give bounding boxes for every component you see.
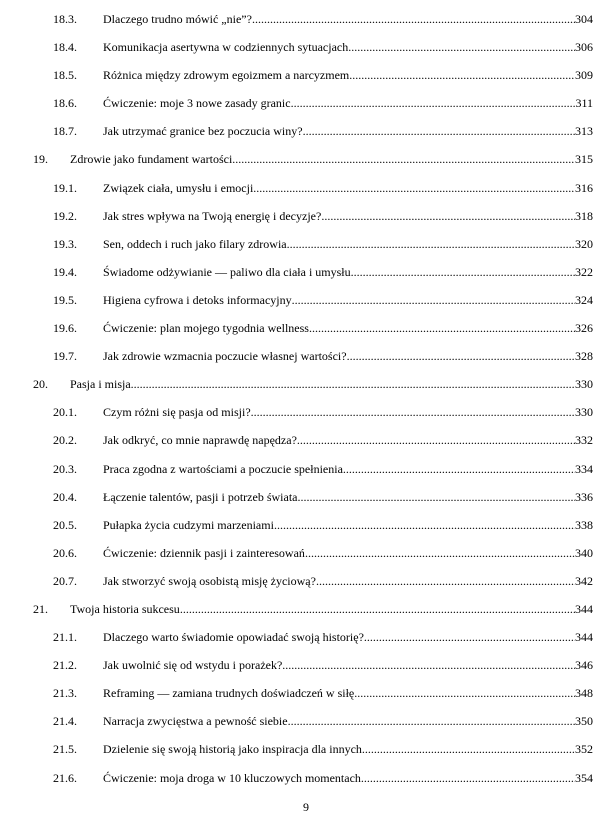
toc-entry bbox=[0, 342, 612, 370]
toc-dot-leader bbox=[251, 398, 575, 426]
footer-page-number: 9 bbox=[303, 799, 309, 814]
toc-entry-title: Zdrowie jako fundament wartości bbox=[70, 152, 233, 167]
toc-entry bbox=[0, 735, 612, 763]
toc-entry bbox=[0, 230, 612, 258]
toc-entry-number: 18.5. bbox=[53, 68, 77, 83]
toc-entry-number: 19. bbox=[33, 152, 48, 167]
toc-dot-leader bbox=[252, 5, 575, 33]
toc-entry-page: 315 bbox=[575, 152, 593, 167]
toc-entry-title: Jak stres wpływa na Twoją energię i decyzje? bbox=[103, 208, 322, 223]
toc-dot-leader bbox=[287, 230, 575, 258]
toc-dot-leader bbox=[316, 567, 575, 595]
toc-entry-page: 324 bbox=[575, 292, 593, 307]
toc-entry-title: Pasja i misja bbox=[70, 377, 131, 392]
toc-entry-title: Świadome odżywianie — paliwo dla ciała i umysłu bbox=[103, 264, 351, 279]
toc-entry-number: 19.5. bbox=[53, 292, 77, 307]
toc-entry-title: Jak utrzymać granice bez poczucia winy? bbox=[103, 124, 303, 139]
toc-entry bbox=[0, 764, 612, 792]
toc-dot-leader bbox=[291, 89, 576, 117]
toc-entry-title: Różnica między zdrowym egoizmem a narcyzmem bbox=[103, 68, 350, 83]
toc-entry-page: 318 bbox=[575, 208, 593, 223]
toc-entry-page: 344 bbox=[575, 601, 593, 616]
toc-entry-number: 18.6. bbox=[53, 96, 77, 111]
toc-entry-page: 330 bbox=[575, 405, 593, 420]
toc-entry bbox=[0, 455, 612, 483]
toc-entry-title: Ćwiczenie: moje 3 nowe zasady granic bbox=[103, 96, 291, 111]
toc-dot-leader bbox=[362, 735, 575, 763]
toc-entry-title: Jak zdrowie wzmacnia poczucie własnej wartości? bbox=[103, 349, 347, 364]
toc-entry bbox=[0, 707, 612, 735]
toc-entry-title: Sen, oddech i ruch jako filary zdrowia bbox=[103, 236, 287, 251]
toc-entry-number: 18.3. bbox=[53, 12, 77, 26]
toc-dot-leader bbox=[361, 764, 575, 792]
toc-dot-leader bbox=[309, 314, 575, 342]
toc-entry-number: 21.3. bbox=[53, 686, 77, 701]
toc-dot-leader bbox=[288, 707, 575, 735]
toc-entry-number: 21.6. bbox=[53, 770, 77, 785]
toc-entry-number: 20.4. bbox=[53, 489, 77, 504]
toc-entry-title: Reframing — zamiana trudnych doświadczeń w siłę bbox=[103, 686, 355, 701]
toc-entry-page: 334 bbox=[575, 461, 593, 476]
toc-dot-leader bbox=[364, 623, 575, 651]
toc-entry-title: Pułapka życia cudzymi marzeniami bbox=[103, 517, 274, 532]
toc-entry-title: Czym różni się pasja od misji? bbox=[103, 405, 251, 420]
toc-entry-page: 311 bbox=[575, 96, 593, 111]
toc-entry-number: 20.3. bbox=[53, 461, 77, 476]
toc-entry-page: 330 bbox=[575, 377, 593, 392]
toc-entry-title: Ćwiczenie: dziennik pasji i zainteresowań bbox=[103, 545, 305, 560]
toc-entry-number: 21.2. bbox=[53, 658, 77, 673]
toc-entry-number: 21. bbox=[33, 601, 48, 616]
toc-entry-title: Dzielenie się swoją historią jako inspiracja dla innych bbox=[103, 742, 362, 757]
toc-entry-number: 18.4. bbox=[53, 40, 77, 55]
toc-dot-leader bbox=[180, 595, 575, 623]
toc-entry-title: Jak uwolnić się od wstydu i porażek? bbox=[103, 658, 283, 673]
toc-entry bbox=[0, 679, 612, 707]
toc-entry-page: 304 bbox=[575, 12, 593, 26]
toc-entry bbox=[0, 651, 612, 679]
toc-dot-leader bbox=[354, 679, 575, 707]
toc-entry-page: 326 bbox=[575, 321, 593, 336]
toc-entry-number: 21.5. bbox=[53, 742, 77, 757]
toc-entry-number: 20.5. bbox=[53, 517, 77, 532]
toc-entry bbox=[0, 117, 612, 145]
toc-entry bbox=[0, 426, 612, 454]
toc-entry-page: 313 bbox=[575, 124, 593, 139]
toc-entry-page: 340 bbox=[575, 545, 593, 560]
toc-entry-number: 18.7. bbox=[53, 124, 77, 139]
toc-entry-page: 350 bbox=[575, 714, 593, 729]
toc-entry bbox=[0, 511, 612, 539]
toc-entry-page: 354 bbox=[575, 770, 593, 785]
toc-entry-title: Komunikacja asertywna w codziennych sytuacjach bbox=[103, 40, 349, 55]
toc-entry-title: Jak odkryć, co mnie naprawdę napędza? bbox=[103, 433, 297, 448]
toc-entry-page: 309 bbox=[575, 68, 593, 83]
toc-entry-page: 352 bbox=[575, 742, 593, 757]
toc-entry bbox=[0, 567, 612, 595]
toc-entry bbox=[0, 61, 612, 89]
toc-entry bbox=[0, 314, 612, 342]
toc-entry-title: Twoja historia sukcesu bbox=[70, 601, 180, 616]
toc-entry-title: Ćwiczenie: moja droga w 10 kluczowych momentach bbox=[103, 770, 361, 785]
toc-entry-number: 20.7. bbox=[53, 573, 77, 588]
toc-entry-number: 21.4. bbox=[53, 714, 77, 729]
toc-entry-title: Higiena cyfrowa i detoks informacyjny bbox=[103, 292, 292, 307]
toc-entry-number: 20.6. bbox=[53, 545, 77, 560]
toc-entry bbox=[0, 5, 612, 33]
toc-dot-leader bbox=[282, 651, 575, 679]
toc-entry-number: 19.7. bbox=[53, 349, 77, 364]
toc-entry bbox=[0, 483, 612, 511]
toc-entry bbox=[0, 202, 612, 230]
toc-dot-leader bbox=[131, 370, 575, 398]
toc-entry-page: 328 bbox=[575, 349, 593, 364]
toc-dot-leader bbox=[321, 202, 575, 230]
toc-entry-number: 19.3. bbox=[53, 236, 77, 251]
toc-entry-number: 19.1. bbox=[53, 180, 77, 195]
toc-entry bbox=[0, 623, 612, 651]
toc-entry bbox=[0, 286, 612, 314]
toc-dot-leader bbox=[347, 342, 575, 370]
toc-entry-page: 348 bbox=[575, 686, 593, 701]
toc-dot-leader bbox=[232, 145, 575, 173]
toc-dot-leader bbox=[343, 455, 575, 483]
toc-entry-page: 342 bbox=[575, 573, 593, 588]
toc-entry-number: 20.2. bbox=[53, 433, 77, 448]
toc-dot-leader bbox=[303, 117, 575, 145]
toc-entry-page: 336 bbox=[575, 489, 593, 504]
toc-entry bbox=[0, 370, 612, 398]
toc-dot-leader bbox=[274, 511, 575, 539]
toc-entry bbox=[0, 89, 612, 117]
toc-entry-page: 344 bbox=[575, 630, 593, 645]
toc-entry bbox=[0, 539, 612, 567]
toc-entry-page: 322 bbox=[575, 264, 593, 279]
toc-dot-leader bbox=[253, 174, 575, 202]
toc-entry-title: Związek ciała, umysłu i emocji bbox=[103, 180, 254, 195]
toc-entry bbox=[0, 33, 612, 61]
toc-entry-number: 20.1. bbox=[53, 405, 77, 420]
toc-entry-title: Dlaczego warto świadomie opowiadać swoją historię? bbox=[103, 630, 364, 645]
toc-entry bbox=[0, 595, 612, 623]
toc-entry-title: Narracja zwycięstwa a pewność siebie bbox=[103, 714, 288, 729]
toc-dot-leader bbox=[348, 33, 575, 61]
toc-dot-leader bbox=[349, 61, 575, 89]
toc-entry-number: 19.2. bbox=[53, 208, 77, 223]
toc-entry-title: Ćwiczenie: plan mojego tygodnia wellness bbox=[103, 321, 309, 336]
toc-entry-page: 316 bbox=[575, 180, 593, 195]
toc-entry bbox=[0, 258, 612, 286]
toc-entry bbox=[0, 145, 612, 173]
toc-entry bbox=[0, 398, 612, 426]
toc-entry-number: 21.1. bbox=[53, 630, 77, 645]
toc-entry-title: Praca zgodna z wartościami a poczucie spełnienia bbox=[103, 461, 343, 476]
toc-entry bbox=[0, 174, 612, 202]
toc-dot-leader bbox=[297, 483, 575, 511]
page-footer bbox=[0, 800, 612, 814]
toc-dot-leader bbox=[305, 539, 575, 567]
toc-entry-title: Jak stworzyć swoją osobistą misję życiową? bbox=[103, 573, 316, 588]
toc-entry-page: 306 bbox=[575, 40, 593, 55]
toc-entry-number: 19.4. bbox=[53, 264, 77, 279]
toc-entry-page: 332 bbox=[575, 433, 593, 448]
toc-entry-number: 19.6. bbox=[53, 321, 77, 336]
toc-entry-page: 338 bbox=[575, 517, 593, 532]
toc-entry-page: 346 bbox=[575, 658, 593, 673]
toc-dot-leader bbox=[297, 426, 575, 454]
toc-dot-leader bbox=[351, 258, 575, 286]
toc-entry-page: 320 bbox=[575, 236, 593, 251]
toc-entry-number: 20. bbox=[33, 377, 48, 392]
toc-entry-title: Dlaczego trudno mówić „nie”? bbox=[103, 12, 252, 26]
toc-entry-title: Łączenie talentów, pasji i potrzeb świata bbox=[103, 489, 298, 504]
toc-dot-leader bbox=[292, 286, 575, 314]
